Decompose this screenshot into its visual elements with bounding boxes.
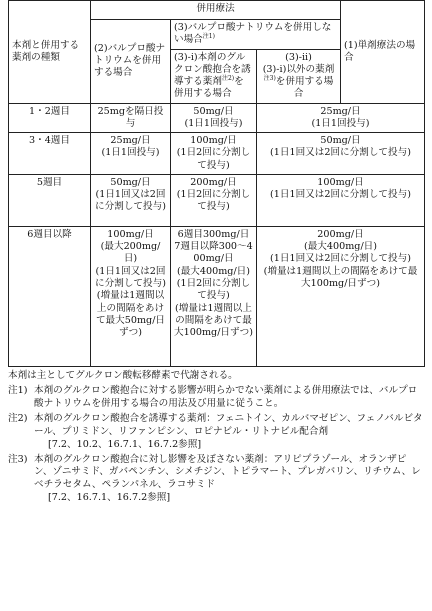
valproate-cell: 100mg/日 (最大200mg/日) (1日1回又は2回に分割して投与) (増量は1週間以上の間隔をあけて最大50mg/日ずつ) [91,226,171,366]
period-cell: 3・4週目 [9,133,91,175]
period-cell: 6週目以降 [9,226,91,366]
footnote-reference: [7.2、10.2、16.7.1、16.7.2参照] [48,438,202,450]
header-with-valproate: (2)バルプロ酸ナトリウムを併用する場合 [91,20,171,104]
footnote-intro: 本剤は主としてグルクロン酸転移酵素で代謝される。 [8,369,238,381]
footnotes [8,370,424,505]
inducer-cell: 200mg/日 (1日2回に分割して投与) [171,174,257,226]
footnote-text: 本剤のグルクロン酸抱合を誘導する薬剤：フェニトイン、カルバマゼピン、フェノバルビタール、プリミドン、リファンピシン、ロピナビル・リトナビル配合剤 [34,412,423,437]
header-inducer [171,49,257,103]
footnote-1 [8,385,424,411]
header-row-1 [9,1,425,20]
header-inducer-label: (3)-i)本剤のグルクロン酸抱合を誘導する薬剤 [174,51,251,88]
footnote-body [34,413,424,452]
table-row [9,133,425,175]
footnote-label: 注3) [8,453,28,465]
table-row [9,103,425,133]
valproate-cell: 25mg/日 (1日1回投与) [91,133,171,175]
footnote-3 [8,454,424,506]
footnote-label: 注2) [8,412,28,424]
table-row [9,226,425,366]
footnote-text: 本剤のグルクロン酸抱合に対し影響を及ぼさない薬剤：アリピプラゾール、オランザピン、ゾニサミド、ガバペンチン、シメチジン、トピラマート、プレガバリン、リチウム、レベチラセタム、ペランパネル、ラコサミド [34,453,421,491]
period-cell: 1・2週目 [9,103,91,133]
header-without-valproate [171,20,341,50]
header-monotherapy: (1)単剤療法の場合 [341,1,425,104]
header-without-valproate-label: (3)バルプロ酸ナトリウムを併用しない場合 [174,22,332,46]
dosage-table [8,0,425,367]
valproate-cell: 50mg/日 (1日1回又は2回に分割して投与) [91,174,171,226]
header-combination-therapy: 併用療法 [91,1,341,20]
header-inducer-tail: を併用する場合 [174,76,244,100]
header-other-drugs-tail: を併用する場合 [275,76,334,100]
header-other-drugs [257,49,341,103]
footnote-text: 本剤のグルクロン酸抱合に対する影響が明らかでない薬剤による併用療法では、バルプロ酸ナトリウムを併用する場合の用法及び用量に従うこと。 [34,384,418,409]
header-inducer-sup: 注2) [221,74,235,82]
table-row [9,174,425,226]
header-concomitant-type: 本剤と併用する薬剤の種類 [9,1,91,104]
header-other-drugs-sup: 注3) [263,74,276,82]
inducer-cell: 100mg/日 (1日2回に分割して投与) [171,133,257,175]
footnote-label: 注1) [8,384,28,396]
valproate-cell: 25mgを隔日投与 [91,103,171,133]
period-cell: 5週目 [9,174,91,226]
other-mono-cell: 25mg/日 (1日1回投与) [257,103,425,133]
other-mono-cell: 50mg/日 (1日1回又は2回に分割して投与) [257,133,425,175]
header-without-valproate-sup: 注1) [202,33,215,41]
document [8,0,424,505]
footnote-2 [8,413,424,452]
other-mono-cell: 100mg/日 (1日1回又は2回に分割して投与) [257,174,425,226]
inducer-cell: 6週目300mg/日 7週目以降300～400mg/日 (最大400mg/日) (1日2回に分割して投与) (増量は1週間以上の間隔をあけて最大100mg/日ずつ) [171,226,257,366]
header-other-drugs-label: (3)-ii) (3)-i)以外の薬剤 [262,51,335,75]
footnote-body [34,454,424,506]
footnote-reference: [7.2、16.7.1、16.7.2参照] [48,492,171,504]
inducer-cell: 50mg/日 (1日1回投与) [171,103,257,133]
other-mono-cell: 200mg/日 (最大400mg/日) (1日1回又は2回に分割して投与) (増量は1週間以上の間隔をあけて最大100mg/日ずつ) [257,226,425,366]
